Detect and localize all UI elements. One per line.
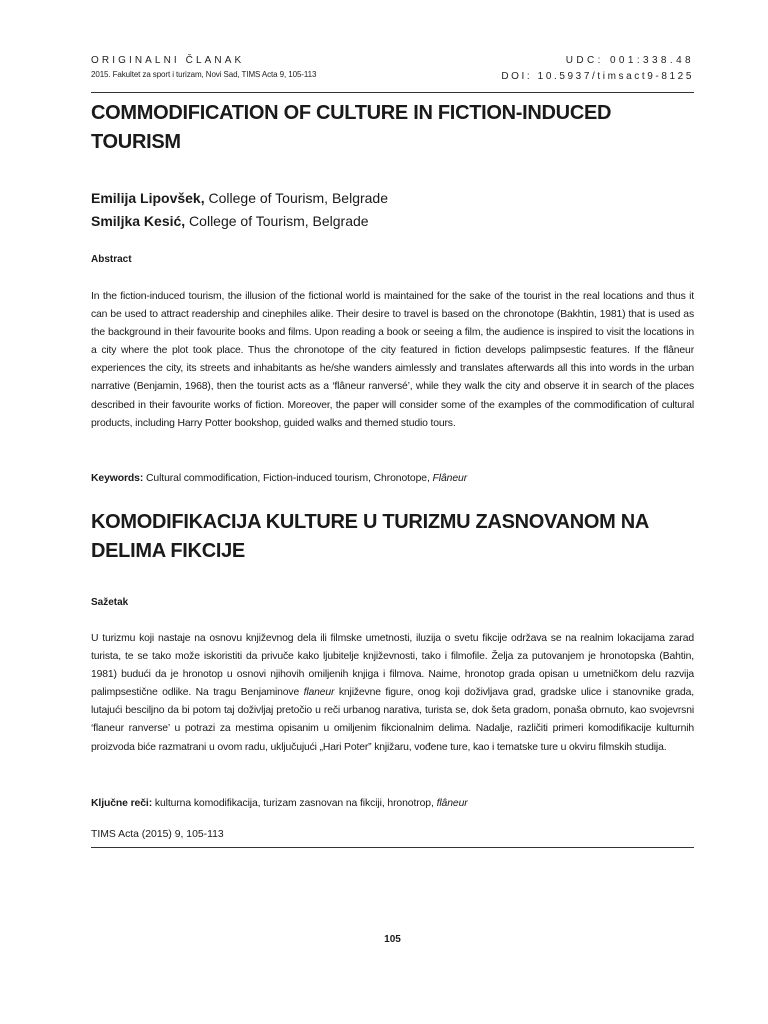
- keywords-italic-term: Flâneur: [432, 473, 468, 484]
- page-header: [91, 55, 694, 95]
- sazetak-text-part-2: književne figure, onog koji doživljava grad, gradske ulice i stanovnike grada, lutajući besciljno da bi potom taj doživljaj pretočio u reči urbanog narativa, turista se, dok šeta gradom, ponaša obrnuto, kao svojevrsni ‘flaneur ranverse’ u potrazi za mestima opisanim u omiljenim fikcionalnim delima. Nadalje, različiti primeri komodifikacije kulturnih proizvoda biće razmatrani u ovom radu, uključujući „Hari Poter” knjižaru, vođene ture, kao i tematske ture u okviru filmskih studija.: [91, 687, 694, 753]
- kljucne-reci-list: kulturna komodifikacija, turizam zasnovan na fikciji, hronotrop,: [152, 798, 437, 809]
- journal-citation: TIMS Acta (2015) 9, 105-113: [91, 829, 224, 840]
- header-divider: [91, 92, 694, 93]
- author-list: [91, 187, 694, 233]
- udc-code: UDC: 001:338.48: [565, 55, 694, 66]
- publisher-line: 2015. Fakultet za sport i turizam, Novi Sad, TIMS Acta 9, 105-113: [91, 70, 317, 79]
- abstract-text: In the fiction-induced tourism, the illusion of the fictional world is maintained for the sake of the tourist in the real locations and thus it can be used to attract readership and cinephiles alike. Their desire to travel is based on the chronotope (Bakhtin, 1981) that is used as the background in their favourite books and films. Upon reading a book or seeing a film, the audience is inspired to visit the locations in a city where the plot took place. Thus the chronotope of the city featured in fiction develops palimpsestic features. If the flâneur experiences the city, its streets and inhabitants as he/she wanders aimlessly and translates afterwards all this into words in the urban narrative (Benjamin, 1968), then the tourist acts as a ‘flâneur ranversé’, while they walk the city and observe it in search of the places described in their favourite works of fiction. Moreover, the paper will consider some of the examples of the commodification of cultural products, including Harry Potter bookshop, guided walks and themed studio tours.: [91, 291, 694, 429]
- kljucne-reci-italic-term: flâneur: [436, 798, 468, 809]
- abstract-heading: Abstract: [91, 254, 132, 265]
- article-page: [91, 0, 694, 1024]
- author-2-affiliation: College of Tourism, Belgrade: [185, 213, 369, 229]
- keywords-label: Keywords:: [91, 473, 144, 484]
- footer-divider: [91, 847, 694, 848]
- sazetak-heading: Sažetak: [91, 597, 129, 608]
- english-keywords: [91, 472, 694, 486]
- english-title: COMMODIFICATION OF CULTURE IN FICTION-INDUCED TOURISM: [91, 102, 612, 153]
- author-1-name: Emilija Lipovšek,: [91, 190, 205, 206]
- sazetak-text: [91, 630, 694, 757]
- page-number: 105: [384, 934, 401, 945]
- author-2: [91, 210, 694, 233]
- author-1-affiliation: College of Tourism, Belgrade: [204, 190, 389, 206]
- article-category: ORIGINALNI ČLANAK: [91, 55, 245, 66]
- kljucne-reci-label: Ključne reči:: [91, 798, 153, 809]
- sazetak-text-part-1: U turizmu koji nastaje na osnovu književnog dela ili filmske umetnosti, iluzija o svetu fikcije održava se na realnim lokacijama zarad turista, te se tako može iskoristiti da privuče kako ljubitelje književnosti, tako i filmofile. Želja za putovanjem je hronotopska (Bahtin, 1981) budući da je hronotop u osnovi njihovih omiljenih knjiga i filmova. Naime, hronotop grada opisan u umetničkom delu razvija palimpsestične odlike. Na tragu Benjaminove: [91, 633, 694, 699]
- author-1: [91, 187, 694, 210]
- serbian-title: KOMODIFIKACIJA KULTURE U TURIZMU ZASNOVANOM NA DELIMA FIKCIJE: [91, 511, 649, 562]
- serbian-keywords: [91, 797, 694, 811]
- author-2-name: Smiljka Kesić,: [91, 213, 186, 229]
- keywords-list: Cultural commodification, Fiction-induced tourism, Chronotope,: [143, 473, 433, 484]
- doi-link[interactable]: DOI: 10.5937/timsact9-8125: [501, 71, 694, 82]
- sazetak-italic-term: flaneur: [303, 687, 335, 699]
